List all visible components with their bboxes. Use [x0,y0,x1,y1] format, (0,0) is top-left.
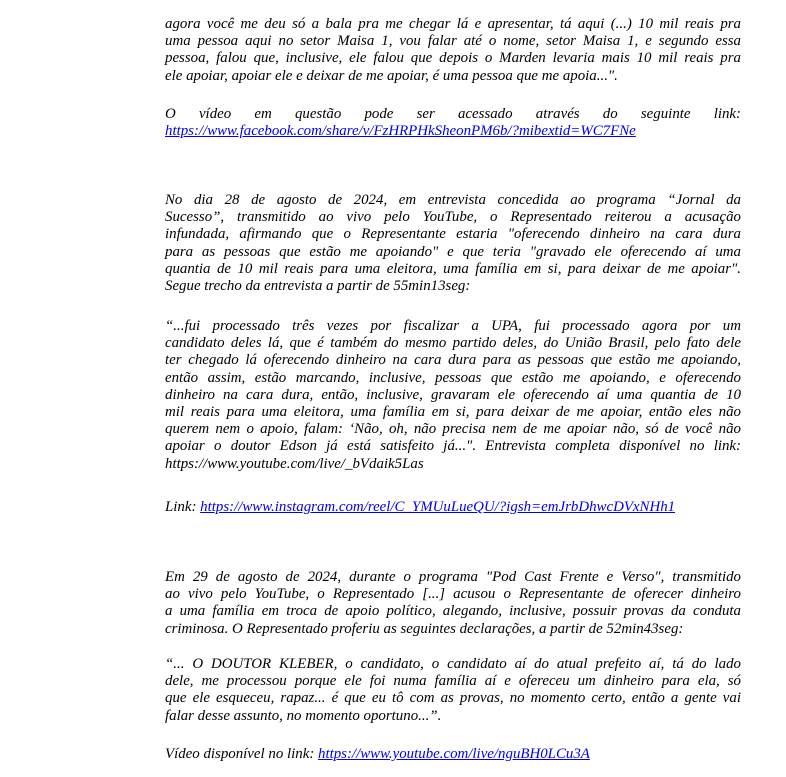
text-line: apoiar o doutor Edson já está satisfeito já...". Entrevista completa disponível no link: [165,438,741,455]
text-line: infundada, afirmando que o Representante estaria "oferecendo dinheiro na cara dura [165,226,741,243]
text-line: querem nem o apoio, falam: ‘Não, oh, não precisa nem de me apoiar não, só de você não [165,421,741,438]
text-line: ele apoiar, apoiar ele e deixar de me apoiar, é uma pessoa que me apoia...". [165,67,618,84]
text-line: Em 29 de agosto de 2024, durante o programa "Pod Cast Frente e Verso", transmitido [165,569,741,585]
text-line: criminosa. O Representado proferiu as seguintes declarações, a partir de 52min43seg: [165,620,684,637]
interview-quote-paragraph [165,318,741,473]
instagram-reel-link[interactable]: https://www.instagram.com/reel/C_YMUuLueQU/?igsh=emJrbDhwcDVxNHh1 [200,499,676,515]
podcast-quote-paragraph [165,656,741,725]
video-link-paragraph [165,106,741,140]
text-line: falar desse assunto, no momento oportuno...”. [165,707,442,724]
link-line [165,123,741,140]
text-line: “...fui processado três vezes por fiscalizar a UPA, fui processado agora por um [165,318,741,334]
text-line: “... O DOUTOR KLEBER, o candidato, o candidato aí do atual prefeito aí, tá do lado [165,656,741,672]
text-line: dele, me processou porque ele foi numa família aí e ofereceu um dinheiro para ela, só [165,673,741,690]
text-line: para as pessoas que estão me apoiando" e que teria "gravado ele oferecendo aí uma [165,243,741,260]
text-line: ter chegado lá oferecendo dinheiro na cara dura para as pessoas que estão me apoiando, [165,352,741,369]
podcast-description-paragraph [165,569,741,638]
facebook-video-link[interactable]: https://www.facebook.com/share/v/FzHRPHkSheonPM6b/?mibextid=WC7FNe [165,123,636,140]
text-line: então assim, estão marcando, inclusive, pessoas que estão me apoiando, e oferecendo [165,369,741,386]
text-line: uma pessoa aqui no setor Maisa 1, vou falar até o nome, setor Maisa 1, e segundo essa [165,33,741,50]
text-line: O vídeo em questão pode ser acessado através do seguinte link: [165,106,741,122]
text-line: Sucesso”, transmitido ao vivo pelo YouTube, o Representado reiterou a acusação [165,209,741,226]
text-line: dinheiro na cara dura, então, inclusive, gravaram ele oferecendo aí uma quantia de 10 [165,386,741,403]
instagram-link-paragraph [165,499,741,516]
link-line [165,746,741,763]
text-line: ao vivo pelo YouTube, o Representado [...] acusou o Representante de oferecer dinheiro [165,586,741,603]
quote-continuation-paragraph [165,16,741,85]
text-line: mil reais para uma eleitora, uma família em si, para deixar de me apoiar, então eles não [165,404,741,421]
text-line: que ele esqueceu, rapaz... é que eu tô com as provas, no momento certo, então a gente vai [165,690,741,707]
interview-description-paragraph [165,192,741,295]
text-line: https://www.youtube.com/live/_bVdaik5Las [165,455,424,472]
link-prefix: Vídeo disponível no link: [165,746,319,762]
text-line: quantia de 10 mil reais para uma eleitora, uma família em si, para deixar de me apoiar". [165,260,741,277]
text-line: candidato deles lá, que é também do mesmo partido deles, do União Brasil, pelo fato dele [165,335,741,352]
link-line [165,499,741,516]
text-line: No dia 28 de agosto de 2024, em entrevista concedida ao programa “Jornal da [165,192,741,208]
link-prefix: Link: [165,499,201,515]
text-line: a uma família em troca de apoio político, alegando, inclusive, possuir provas da conduta [165,603,741,620]
text-line: Segue trecho da entrevista a partir de 55min13seg: [165,278,471,295]
text-line: pessoa, falou que, inclusive, ele falou que depois o Marden levaria mais 10 mil reais pra [165,50,741,67]
text-line: agora você me deu só a bala pra me chegar lá e apresentar, tá aqui (...) 10 mil reais pra [165,16,741,32]
youtube-link-paragraph [165,746,741,763]
youtube-live-link[interactable]: https://www.youtube.com/live/nguBH0LCu3A [318,746,590,762]
